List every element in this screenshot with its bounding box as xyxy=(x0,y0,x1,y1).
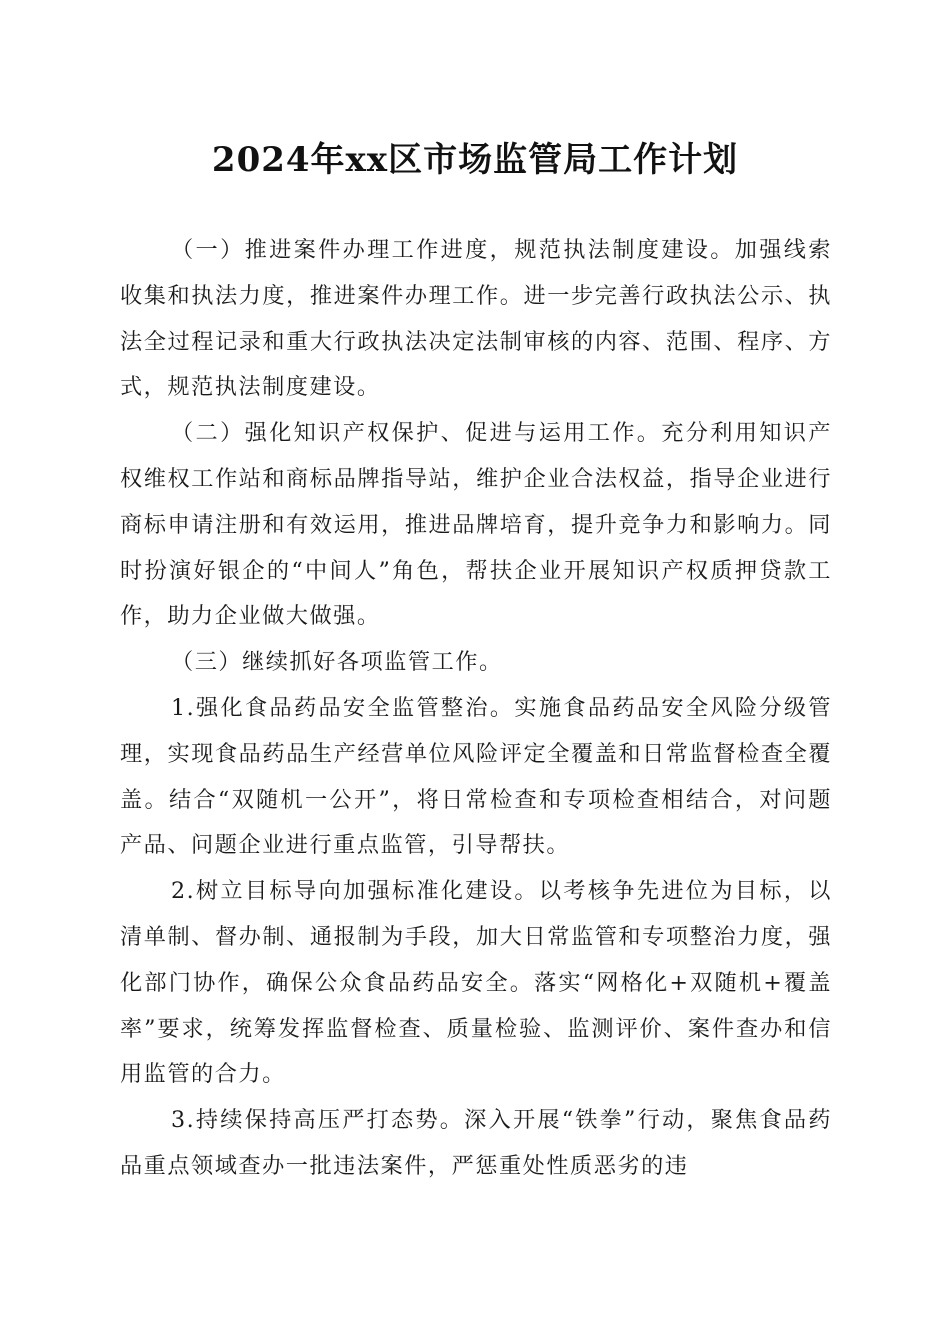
document-body xyxy=(120,228,832,1190)
paragraph-2: （二）强化知识产权保护、促进与运用工作。充分利用知识产权维权工作站和商标品牌指导站，维护企业合法权益，指导企业进行商标申请注册和有效运用，推进品牌培育，提升竞争力和影响力。同时扮演好银企的“中间人”角色，帮扶企业开展知识产权质押贷款工作，助力企业做大做强。 xyxy=(120,420,832,630)
document-title: 2024年xx区市场监管局工作计划 xyxy=(211,140,739,180)
paragraph-1: （一）推进案件办理工作进度，规范执法制度建设。加强线索收集和执法力度，推进案件办理工作。进一步完善行政执法公示、执法全过程记录和重大行政执法决定法制审核的内容、范围、程序、方式，规范执法制度建设。 xyxy=(120,237,832,401)
paragraph-5: 2.树立目标导向加强标准化建设。以考核争先进位为目标，以清单制、督办制、通报制为手段，加大日常监管和专项整治力度，强化部门协作，确保公众食品药品安全。落实“网格化+双随机+覆盖率”要求，统筹发挥监督检查、质量检验、监测评价、案件查办和信用监管的合力。 xyxy=(120,878,832,1088)
paragraph-4: 1.强化食品药品安全监管整治。实施食品药品安全风险分级管理，实现食品药品生产经营单位风险评定全覆盖和日常监督检查全覆盖。结合“双随机一公开”，将日常检查和专项检查相结合，对问题产品、问题企业进行重点监管，引导帮扶。 xyxy=(120,694,832,859)
paragraph-3: （三）继续抓好各项监管工作。 xyxy=(171,649,503,676)
paragraph-6: 3.持续保持高压严打态势。深入开展“铁拳”行动，聚焦食品药品重点领域查办一批违法案件，严惩重处性质恶劣的违 xyxy=(120,1107,832,1179)
